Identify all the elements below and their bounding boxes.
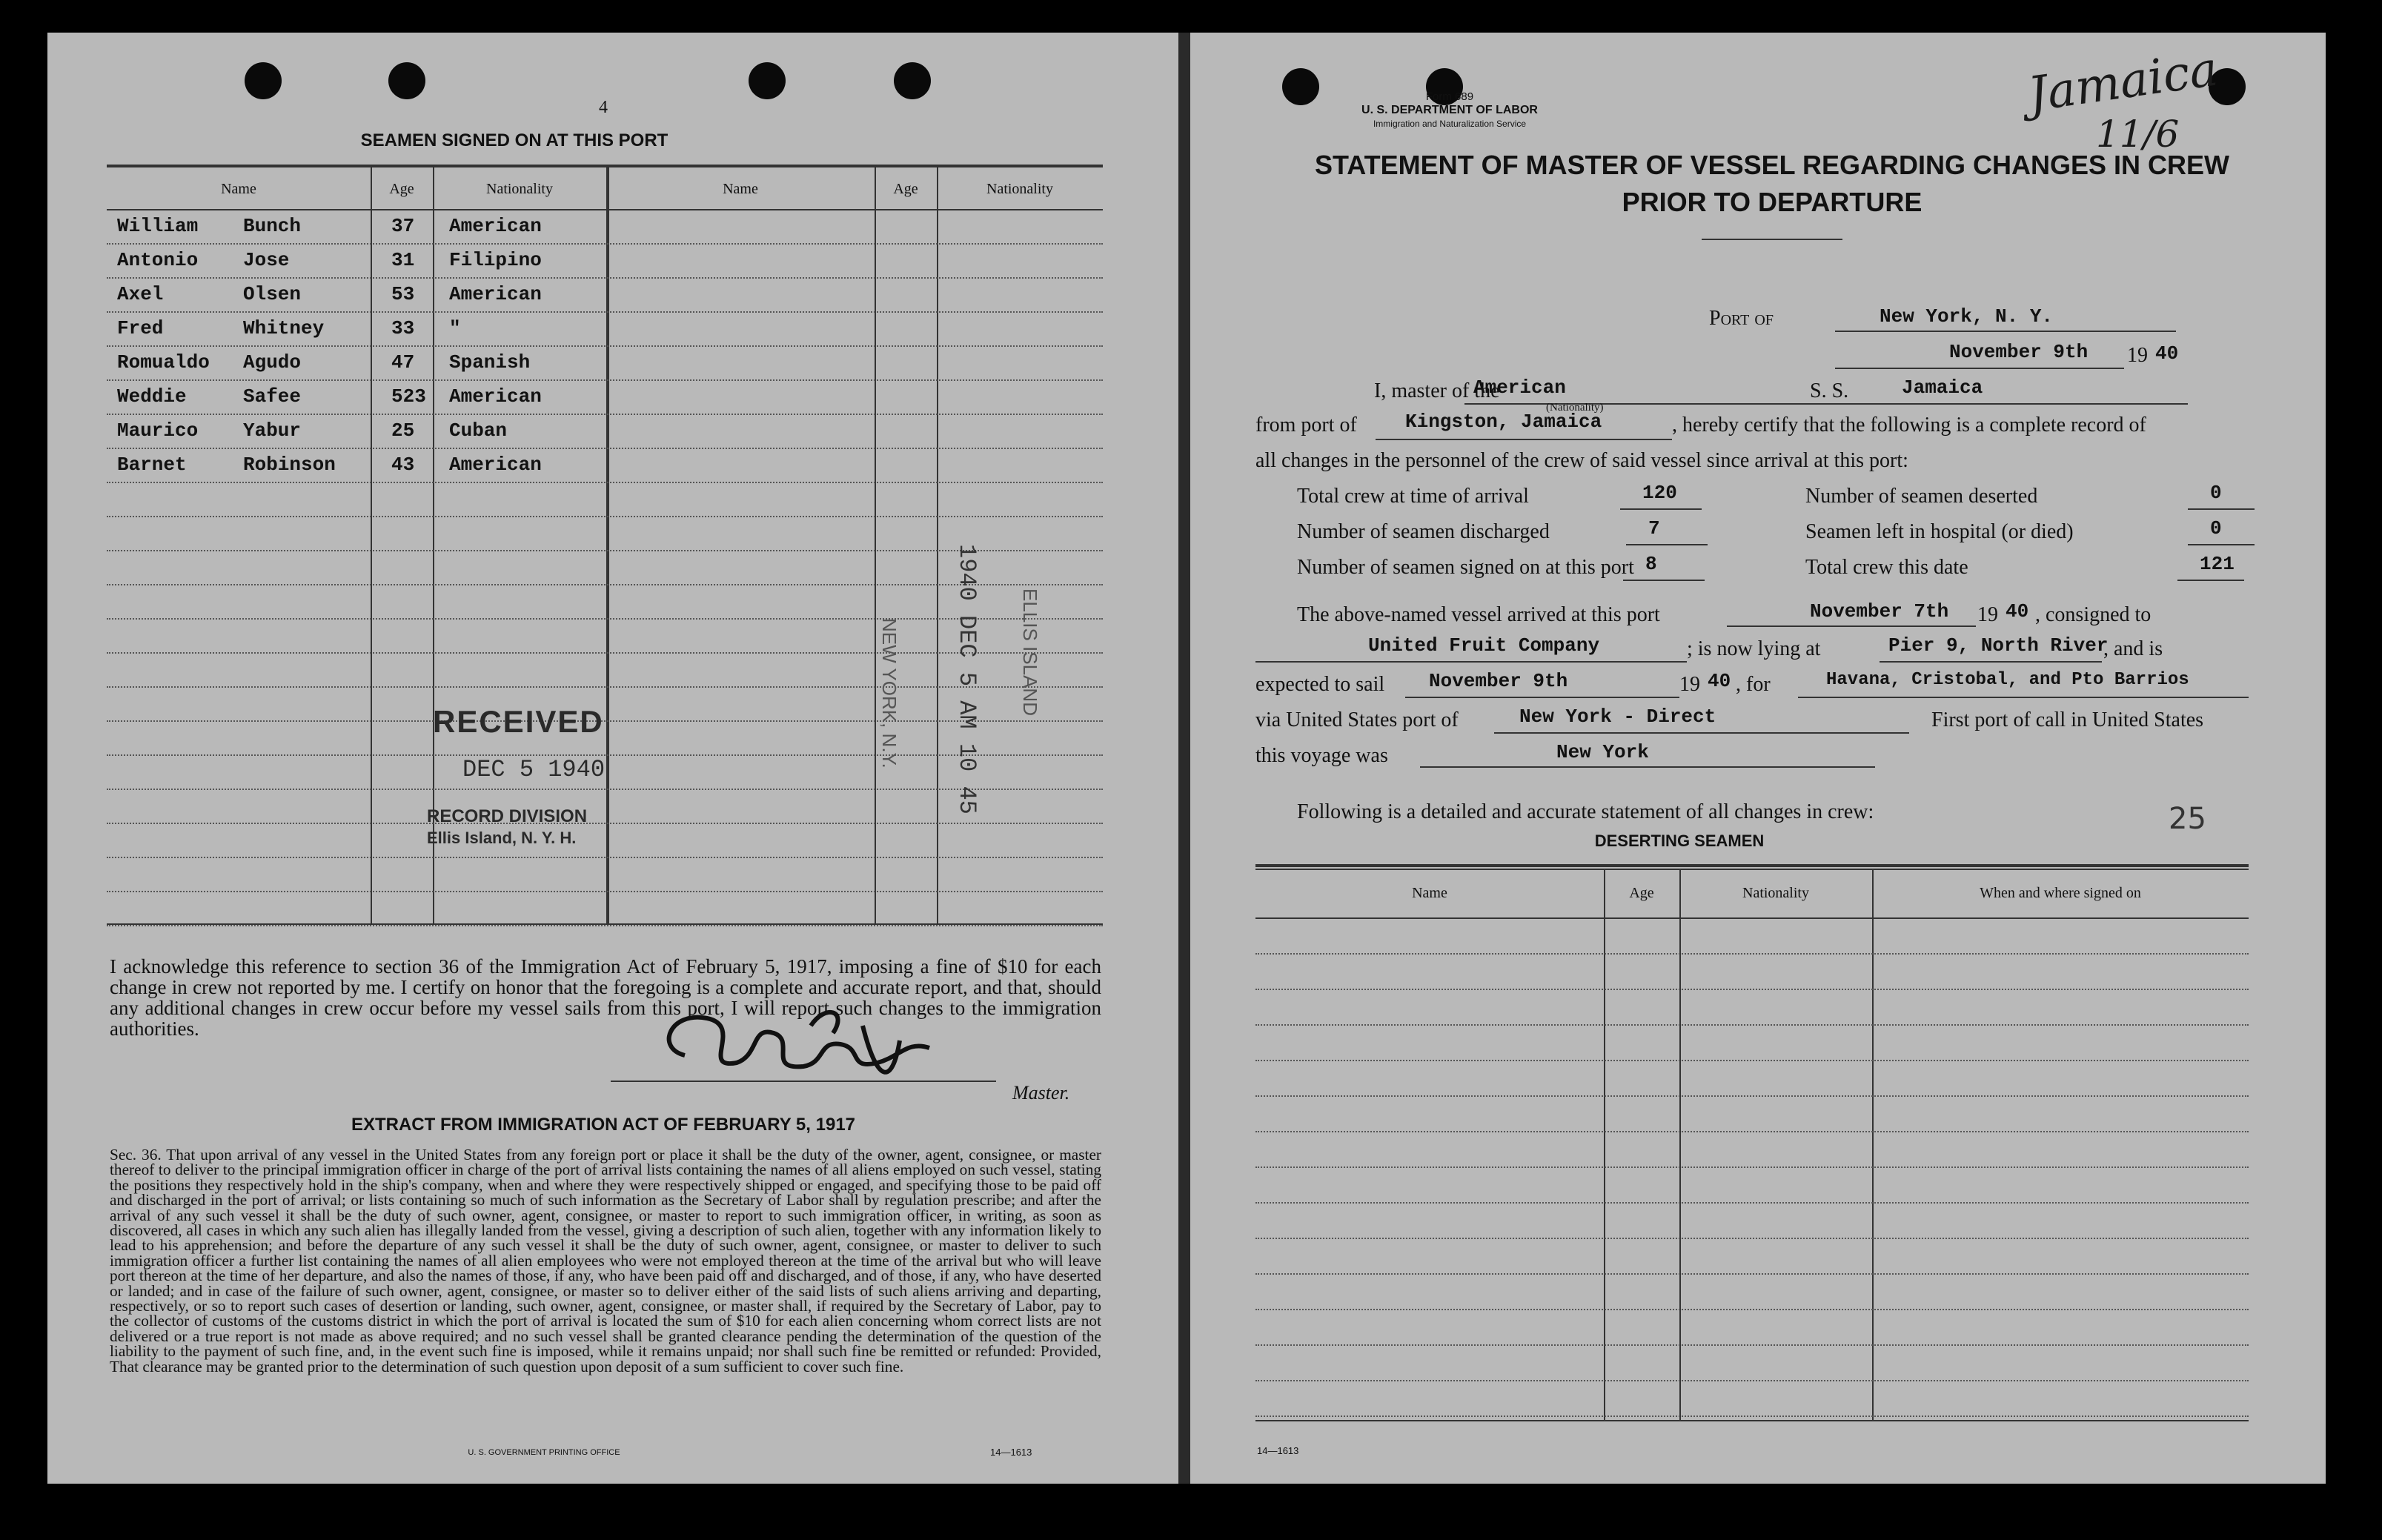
row-rule xyxy=(107,482,1103,483)
crew-age: 33 xyxy=(391,317,415,339)
vertical-stamp-ellis: ELLIS ISLAND xyxy=(1019,588,1041,716)
from-port-value: Kingston, Jamaica xyxy=(1405,411,1602,433)
arrived-value: November 7th xyxy=(1810,600,1949,623)
and-is-text: , and is xyxy=(2103,637,2163,660)
crew-age: 523 xyxy=(391,385,426,408)
department: U. S. DEPARTMENT OF LABOR xyxy=(1361,104,1538,116)
stat-underline xyxy=(1620,508,1702,510)
year-value: 40 xyxy=(2155,342,2179,365)
form-number: Form 689 xyxy=(1425,90,1474,103)
right-page: Form 689 U. S. DEPARTMENT OF LABOR Immigration and Naturalization Service STATEMENT OF MASTER OF VESSEL REGARDING CHANGES IN CREW PRIOR TO DEPARTURE Jamaica 11/6 Port of New York, N. Y. November 9th 19 40 I, master of the American (Nationality) S. S. Jamaica from port of Kingston, Jamaica , hereby certify that the following is a complete record of all changes in the personnel of the crew of said vessel since arrival at this port: Total crew at time of arrival 120 Number of seamen discharged 7 Number of seamen signed on at this port 8 Number of seamen deserted 0 Seamen left in hospital (or died) 0 Total crew this date 121 The above-named vessel arrived at this port November 7th 19 40 , consigned to United Fruit Company ; is now lying at Pier 9, North River , and is expected to sail November 9th 19 40 , for Havana, Cristobal, and Pto Barrios via United States port of New York - Direct First port of call in United States this voyage was New York Following is a detailed and accurate statement of all changes in crew: 25 DESERTING SEAMEN Name Age Nationality When and where signed on 14—1613 xyxy=(1190,33,2326,1484)
crew-first-name: Maurico xyxy=(117,419,199,442)
stat-value: 121 xyxy=(2200,553,2235,575)
extract-title: EXTRACT FROM IMMIGRATION ACT OF FEBRUARY 5, 1917 xyxy=(351,1115,856,1135)
page-number: 4 xyxy=(599,98,608,117)
form-code-left: 14—1613 xyxy=(990,1447,1032,1458)
stat-value: 0 xyxy=(2210,517,2222,540)
stat-underline xyxy=(2188,508,2255,510)
header-name-2: Name xyxy=(723,181,758,197)
crew-last-name: Safee xyxy=(243,385,302,408)
row-rule xyxy=(1255,1024,2249,1026)
crew-nationality: American xyxy=(449,454,542,476)
for-label: , for xyxy=(1736,673,1771,696)
extract-text: Sec. 36. That upon arrival of any vessel in the United States from any foreign port or place it shall be the duty of the owner, agent, consignee, or master thereof to deliver to the principal immigration officer in charge of the port of arrival lists containing the names of all aliens employed on such vessel, stating the positions they respectively hold in the ship's company, when and where they were respectively shipped or engaged, and specifying those to be paid off and discharged in the port of arrival; or lists containing so much of such information as the Secretary of Labor shall by regulation prescribe; and after the arrival of any such vessel it shall be the duty of such owner, agent, consignee, or master to report to such immigration officer, in writing, as soon as discovered, all cases in which any such alien has illegally landed from the vessel, giving a description of such alien, together with any information likely to lead to his apprehension; and before the departure of any such vessel it shall be the duty of such owner, agent, consignee, or master to deliver to such immigration officer a further list containing the names of all alien employees who were not employed thereon at the time of the arrival but who will leave port thereon at the time of her departure, and also the names of those, if any, who have been paid off and discharged, and of those, if any, who have deserted or landed; and in case of the failure of such owner, agent, consignee, or master so to deliver either of the said lists of such aliens arriving and departing, respectively, or so to report such cases of desertion or landing, such owner, agent, consignee, or master shall, if required by the Secretary of Labor, pay to the collector of customs of the customs district in which the port of arrival is located the sum of $10 for each alien concerning whom correct lists are not delivered or a true report is not made as above required; and no such vessel shall be granted clearance pending the determination of the question of the liability to the payment of such fine, and, in the event such fine is imposed, while it remains unpaid; nor shall such fine be remitted or refunded: Provided, That clearance may be granted prior to the determination of such question upon deposit of a sum sufficient to cover such fine. xyxy=(110,1146,1101,1375)
destination-value: Havana, Cristobal, and Pto Barrios xyxy=(1826,670,2189,690)
crew-first-name: Fred xyxy=(117,317,164,339)
crew-nationality: American xyxy=(449,283,542,305)
row-rule xyxy=(107,345,1103,347)
ss-label: S. S. xyxy=(1810,379,1849,402)
crew-nationality: Filipino xyxy=(449,249,542,271)
expected-year: 40 xyxy=(1708,670,1731,692)
stat-underline xyxy=(1626,544,1708,545)
crew-last-name: Jose xyxy=(243,249,290,271)
crew-last-name: Whitney xyxy=(243,317,325,339)
via-label: via United States port of xyxy=(1255,708,1459,731)
lying-label: ; is now lying at xyxy=(1687,637,1821,660)
row-rule xyxy=(107,857,1103,858)
row-rule xyxy=(107,448,1103,449)
received-stamp-date: DEC 5 1940 xyxy=(462,756,606,783)
row-rule xyxy=(1255,1131,2249,1132)
stat-label: Total crew at time of arrival xyxy=(1297,485,1529,508)
following-text: Following is a detailed and accurate statement of all changes in crew: xyxy=(1297,800,1874,823)
ss-value: Jamaica xyxy=(1902,376,1983,399)
row-rule xyxy=(107,243,1103,245)
voyage-label: this voyage was xyxy=(1255,744,1388,767)
received-stamp-title: RECEIVED xyxy=(433,704,604,739)
row-rule xyxy=(1255,1309,2249,1310)
stat-value: 120 xyxy=(1642,482,1677,504)
crew-nationality: American xyxy=(449,215,542,237)
crew-last-name: Robinson xyxy=(243,454,336,476)
crew-first-name: Weddie xyxy=(117,385,187,408)
crew-first-name: Romualdo xyxy=(117,351,210,374)
row-rule xyxy=(107,311,1103,313)
stat-underline xyxy=(2177,580,2244,581)
row-rule xyxy=(1255,1202,2249,1204)
stat-label: Number of seamen signed on at this port xyxy=(1297,556,1634,579)
crew-last-name: Bunch xyxy=(243,215,302,237)
row-rule xyxy=(107,891,1103,892)
received-stamp-division: RECORD DIVISION xyxy=(427,806,588,826)
desert-header-nationality: Nationality xyxy=(1742,885,1809,901)
punch-hole xyxy=(388,62,425,99)
crew-age: 53 xyxy=(391,283,415,305)
handwritten-number: 25 xyxy=(2169,802,2206,836)
stat-underline xyxy=(2188,544,2255,545)
punch-hole xyxy=(245,62,282,99)
table-title: SEAMEN SIGNED ON AT THIS PORT xyxy=(360,130,669,150)
crew-nationality: American xyxy=(449,385,542,408)
acknowledgement-text: I acknowledge this reference to section 36 of the Immigration Act of February 5, 1917, imposing a fine of $10 for each change in crew not reported by me. I certify on honor that the foregoing is a complete and accurate report, and that, should any additional changes in crew occur before my vessel sails from this port, I will report such changes to the immigration authorities. xyxy=(110,955,1101,1040)
vertical-stamp-datetime: 1940 DEC 5 AM 10 45 xyxy=(953,544,981,814)
expected-label: expected to sail xyxy=(1255,673,1385,696)
row-rule xyxy=(1255,1166,2249,1168)
crew-last-name: Yabur xyxy=(243,419,302,442)
header-nationality: Nationality xyxy=(486,181,553,197)
left-page xyxy=(47,33,1178,1484)
row-rule xyxy=(107,379,1103,381)
desert-header-age: Age xyxy=(1629,885,1654,901)
stat-label: Number of seamen deserted xyxy=(1805,485,2038,508)
port-label: Port of xyxy=(1709,307,1774,330)
row-rule xyxy=(1255,1344,2249,1346)
header-nationality-2: Nationality xyxy=(986,181,1053,197)
gpo-note: U. S. GOVERNMENT PRINTING OFFICE xyxy=(468,1448,620,1457)
row-rule xyxy=(1255,1095,2249,1097)
arrived-label: The above-named vessel arrived at this port xyxy=(1297,603,1660,626)
stat-label: Seamen left in hospital (or died) xyxy=(1805,520,2074,543)
date-value: November 9th xyxy=(1949,341,2089,363)
row-rule xyxy=(107,277,1103,279)
row-rule xyxy=(107,925,1103,926)
consigned-label: , consigned to xyxy=(2035,603,2152,626)
nationality-caption: (Nationality) xyxy=(1546,402,1604,414)
row-rule xyxy=(1255,953,2249,955)
master-signature xyxy=(640,996,996,1092)
desert-header-name: Name xyxy=(1412,885,1447,901)
row-rule xyxy=(1255,1380,2249,1381)
header-name: Name xyxy=(221,181,256,197)
form-title-line2: PRIOR TO DEPARTURE xyxy=(1622,187,1922,217)
deserting-seamen-title: DESERTING SEAMEN xyxy=(1594,832,1765,850)
stat-label: Number of seamen discharged xyxy=(1297,520,1550,543)
voyage-value: New York xyxy=(1556,741,1649,763)
header-age: Age xyxy=(389,181,414,197)
crew-last-name: Agudo xyxy=(243,351,302,374)
crew-age: 43 xyxy=(391,454,415,476)
crew-nationality: Spanish xyxy=(449,351,531,374)
master-label: Master. xyxy=(1012,1082,1070,1103)
handwritten-fraction: 11/6 xyxy=(2096,113,2180,156)
punch-hole xyxy=(894,62,931,99)
row-rule xyxy=(107,414,1103,415)
crew-age: 37 xyxy=(391,215,415,237)
service: Immigration and Naturalization Service xyxy=(1373,119,1527,129)
port-value: New York, N. Y. xyxy=(1880,305,2054,328)
master-of-label: I, master of the xyxy=(1374,379,1500,402)
stat-underline xyxy=(1623,580,1705,581)
row-rule xyxy=(107,516,1103,517)
stat-value: 8 xyxy=(1645,553,1657,575)
row-rule xyxy=(1255,989,2249,990)
crew-nationality: " xyxy=(449,317,461,339)
stat-value: 0 xyxy=(2210,482,2222,504)
handwritten-vessel-note: Jamaica xyxy=(2025,42,2222,123)
crew-first-name: Axel xyxy=(117,283,164,305)
vertical-stamp-city: NEW YORK, N.Y. xyxy=(878,618,900,769)
form-code-right: 14—1613 xyxy=(1257,1445,1299,1456)
via-value: New York - Direct xyxy=(1519,706,1716,728)
stat-value: 7 xyxy=(1648,517,1660,540)
row-rule xyxy=(107,823,1103,824)
lying-value: Pier 9, North River xyxy=(1888,634,2109,657)
row-rule xyxy=(1255,1238,2249,1239)
header-age-2: Age xyxy=(893,181,918,197)
desert-header-signed-on: When and where signed on xyxy=(1980,885,2141,901)
form-title-line1: STATEMENT OF MASTER OF VESSEL REGARDING CHANGES IN CREW xyxy=(1314,150,2230,180)
crew-age: 47 xyxy=(391,351,415,374)
punch-hole xyxy=(749,62,786,99)
crew-age: 25 xyxy=(391,419,415,442)
certify-text: , hereby certify that the following is a complete record of xyxy=(1672,414,2146,437)
expected-value: November 9th xyxy=(1429,670,1568,692)
crew-last-name: Olsen xyxy=(243,283,302,305)
row-rule xyxy=(1255,1273,2249,1275)
year-prefix: 19 xyxy=(2127,344,2148,367)
row-rule xyxy=(1255,1060,2249,1061)
nationality-value: American xyxy=(1473,376,1566,399)
stat-label: Total crew this date xyxy=(1805,556,1968,579)
crew-first-name: William xyxy=(117,215,199,237)
crew-first-name: Antonio xyxy=(117,249,199,271)
row-rule xyxy=(1255,1415,2249,1417)
consignee-value: United Fruit Company xyxy=(1368,634,1600,657)
all-changes-text: all changes in the personnel of the crew of said vessel since arrival at this port: xyxy=(1255,449,1908,472)
crew-nationality: Cuban xyxy=(449,419,508,442)
received-stamp-place: Ellis Island, N. Y. H. xyxy=(427,829,577,847)
arrived-year: 40 xyxy=(2006,600,2029,623)
crew-age: 31 xyxy=(391,249,415,271)
crew-first-name: Barnet xyxy=(117,454,187,476)
from-port-label: from port of xyxy=(1255,414,1357,437)
first-port-label: First port of call in United States xyxy=(1931,708,2204,731)
page-fold xyxy=(1178,33,1190,1484)
